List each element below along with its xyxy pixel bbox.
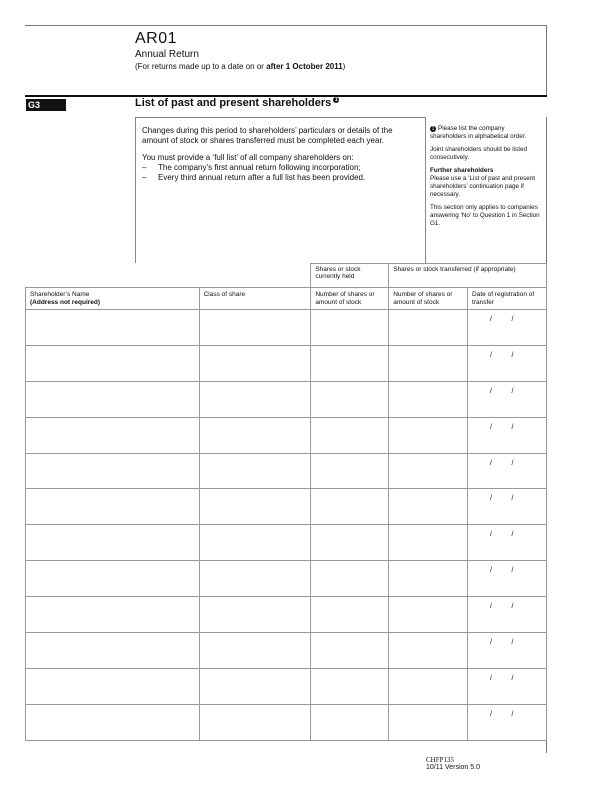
date-placeholder: / / <box>490 495 514 503</box>
shares-held-field[interactable] <box>311 489 389 525</box>
table-row <box>26 597 547 633</box>
transfer-date-field[interactable] <box>468 668 547 704</box>
transfer-date-field[interactable] <box>468 525 547 561</box>
transfer-date-field[interactable] <box>468 310 547 346</box>
table-row <box>26 417 547 453</box>
transfer-date-field[interactable] <box>468 561 547 597</box>
share-class-field[interactable] <box>199 597 311 633</box>
transfer-date-field[interactable] <box>468 417 547 453</box>
col-header-date: Date of registration of transfer <box>468 288 547 310</box>
shares-transferred-field[interactable] <box>389 561 468 597</box>
shareholder-name-field[interactable] <box>26 345 200 381</box>
transfer-date-field[interactable] <box>468 381 547 417</box>
footer <box>426 756 480 772</box>
table-row <box>26 381 547 417</box>
shareholder-name-field[interactable] <box>26 453 200 489</box>
shares-transferred-field[interactable] <box>389 704 468 740</box>
share-class-field[interactable] <box>199 561 311 597</box>
share-class-field[interactable] <box>199 704 311 740</box>
share-class-field[interactable] <box>199 668 311 704</box>
guide-heading: Further shareholders <box>430 167 494 174</box>
shares-transferred-field[interactable] <box>389 525 468 561</box>
share-class-field[interactable] <box>199 489 311 525</box>
intro-para-2: You must provide a ‘full list’ of all company shareholders on: <box>142 153 354 162</box>
shares-held-field[interactable] <box>311 597 389 633</box>
shareholder-name-field[interactable] <box>26 704 200 740</box>
info-icon: 1 <box>431 126 435 132</box>
table-column-header <box>26 288 547 310</box>
table-row <box>26 310 547 346</box>
top-rule <box>25 25 547 26</box>
date-placeholder: / / <box>490 459 514 467</box>
shares-held-field[interactable] <box>311 525 389 561</box>
shareholder-name-field[interactable] <box>26 310 200 346</box>
date-placeholder: / / <box>490 639 514 647</box>
table-row <box>26 561 547 597</box>
shares-held-field[interactable] <box>311 704 389 740</box>
date-placeholder: / / <box>490 531 514 539</box>
shareholder-name-field[interactable] <box>26 489 200 525</box>
shareholder-name-field[interactable] <box>26 525 200 561</box>
transfer-date-field[interactable] <box>468 597 547 633</box>
date-placeholder: / / <box>490 567 514 575</box>
shares-held-field[interactable] <box>311 668 389 704</box>
section-title <box>135 97 339 109</box>
shares-transferred-field[interactable] <box>389 597 468 633</box>
intro-bullet: – Every third annual return after a full list has been provided. <box>142 173 419 183</box>
guide-para-2: Joint shareholders should be listed consecutively. <box>430 146 527 161</box>
date-placeholder: / / <box>490 674 514 682</box>
intro-box <box>135 117 425 263</box>
intro-para-1: Changes during this period to shareholders’ particulars or details of the amount of stock or shares transferred must be completed each year. <box>142 126 393 145</box>
group-header-transferred: Shares or stock transferred (if appropriate) <box>389 264 547 288</box>
shareholder-name-field[interactable] <box>26 417 200 453</box>
blank-header <box>26 264 311 288</box>
intro-bullet: – The company’s first annual return following incorporation; <box>142 163 419 173</box>
guide-para-3 <box>430 167 542 199</box>
shares-transferred-field[interactable] <box>389 345 468 381</box>
shares-transferred-field[interactable] <box>389 453 468 489</box>
table-row <box>26 345 547 381</box>
table-row <box>26 633 547 669</box>
shareholder-name-field[interactable] <box>26 597 200 633</box>
date-placeholder: / / <box>490 316 514 323</box>
section-badge: G3 <box>26 99 66 111</box>
form-note-bold: after 1 October 2011 <box>266 62 343 71</box>
form-note-prefix: (For returns made up to a date on or <box>135 62 267 71</box>
footer-version: 10/11 Version 5.0 <box>426 764 480 771</box>
right-rule-top <box>546 25 547 95</box>
shares-held-field[interactable] <box>311 633 389 669</box>
guide-text-3: Please use a ‘List of past and present shareholders’ continuation page if necessary. <box>430 175 536 198</box>
transfer-date-field[interactable] <box>468 704 547 740</box>
shareholders-table-wrap <box>25 263 547 741</box>
date-placeholder: / / <box>490 710 514 718</box>
date-placeholder: / / <box>490 387 514 395</box>
shares-held-field[interactable] <box>311 345 389 381</box>
shares-held-field[interactable] <box>311 453 389 489</box>
table-group-header <box>26 264 547 288</box>
form-name: Annual Return <box>135 49 199 60</box>
guidance-box <box>425 117 546 263</box>
form-note <box>135 62 345 71</box>
table-row <box>26 453 547 489</box>
intro-bullets <box>142 163 419 183</box>
shares-held-field[interactable] <box>311 381 389 417</box>
share-class-field[interactable] <box>199 453 311 489</box>
table-row <box>26 525 547 561</box>
transfer-date-field[interactable] <box>468 489 547 525</box>
col-header-held: Number of shares or amount of stock <box>311 288 389 310</box>
shareholder-name-field[interactable] <box>26 668 200 704</box>
form-code: AR01 <box>135 30 178 47</box>
shares-held-field[interactable] <box>311 417 389 453</box>
share-class-field[interactable] <box>199 417 311 453</box>
date-placeholder: / / <box>490 351 514 359</box>
table-body <box>26 310 547 741</box>
shares-transferred-field[interactable] <box>389 668 468 704</box>
share-class-field[interactable] <box>199 310 311 346</box>
guide-para-4: This section only applies to companies answering ‘No’ to Question 1 in Section G1. <box>430 204 540 227</box>
col-header-name <box>26 288 200 310</box>
share-class-field[interactable] <box>199 345 311 381</box>
group-header-held: Shares or stock currently held <box>311 264 389 288</box>
transfer-date-field[interactable] <box>468 453 547 489</box>
shares-transferred-field[interactable] <box>389 381 468 417</box>
shares-transferred-field[interactable] <box>389 417 468 453</box>
guide-text-1: Please list the company shareholders in alphabetical order. <box>430 125 527 140</box>
col-header-transferred: Number of shares or amount of stock <box>389 288 468 310</box>
footer-code: CHFP135 <box>426 756 455 764</box>
table-row <box>26 489 547 525</box>
col-header-class: Class of share <box>199 288 311 310</box>
col-name-label: Shareholder’s Name <box>30 291 90 298</box>
share-class-field[interactable] <box>199 633 311 669</box>
table-row <box>26 668 547 704</box>
info-icon: 1 <box>334 97 338 104</box>
shareholder-name-field[interactable] <box>26 381 200 417</box>
section-title-text: List of past and present shareholders <box>135 97 332 109</box>
date-placeholder: / / <box>490 423 514 431</box>
transfer-date-field[interactable] <box>468 345 547 381</box>
guide-para-1 <box>430 125 542 141</box>
share-class-field[interactable] <box>199 381 311 417</box>
shares-held-field[interactable] <box>311 561 389 597</box>
transfer-date-field[interactable] <box>468 633 547 669</box>
shareholders-table <box>25 263 547 741</box>
shares-transferred-field[interactable] <box>389 310 468 346</box>
col-name-sub: (Address not required) <box>30 299 101 306</box>
share-class-field[interactable] <box>199 525 311 561</box>
shares-transferred-field[interactable] <box>389 633 468 669</box>
shareholder-name-field[interactable] <box>26 633 200 669</box>
date-placeholder: / / <box>490 603 514 611</box>
table-row <box>26 704 547 740</box>
shareholder-name-field[interactable] <box>26 561 200 597</box>
shares-transferred-field[interactable] <box>389 489 468 525</box>
form-note-suffix: ) <box>342 62 346 71</box>
shares-held-field[interactable] <box>311 310 389 346</box>
